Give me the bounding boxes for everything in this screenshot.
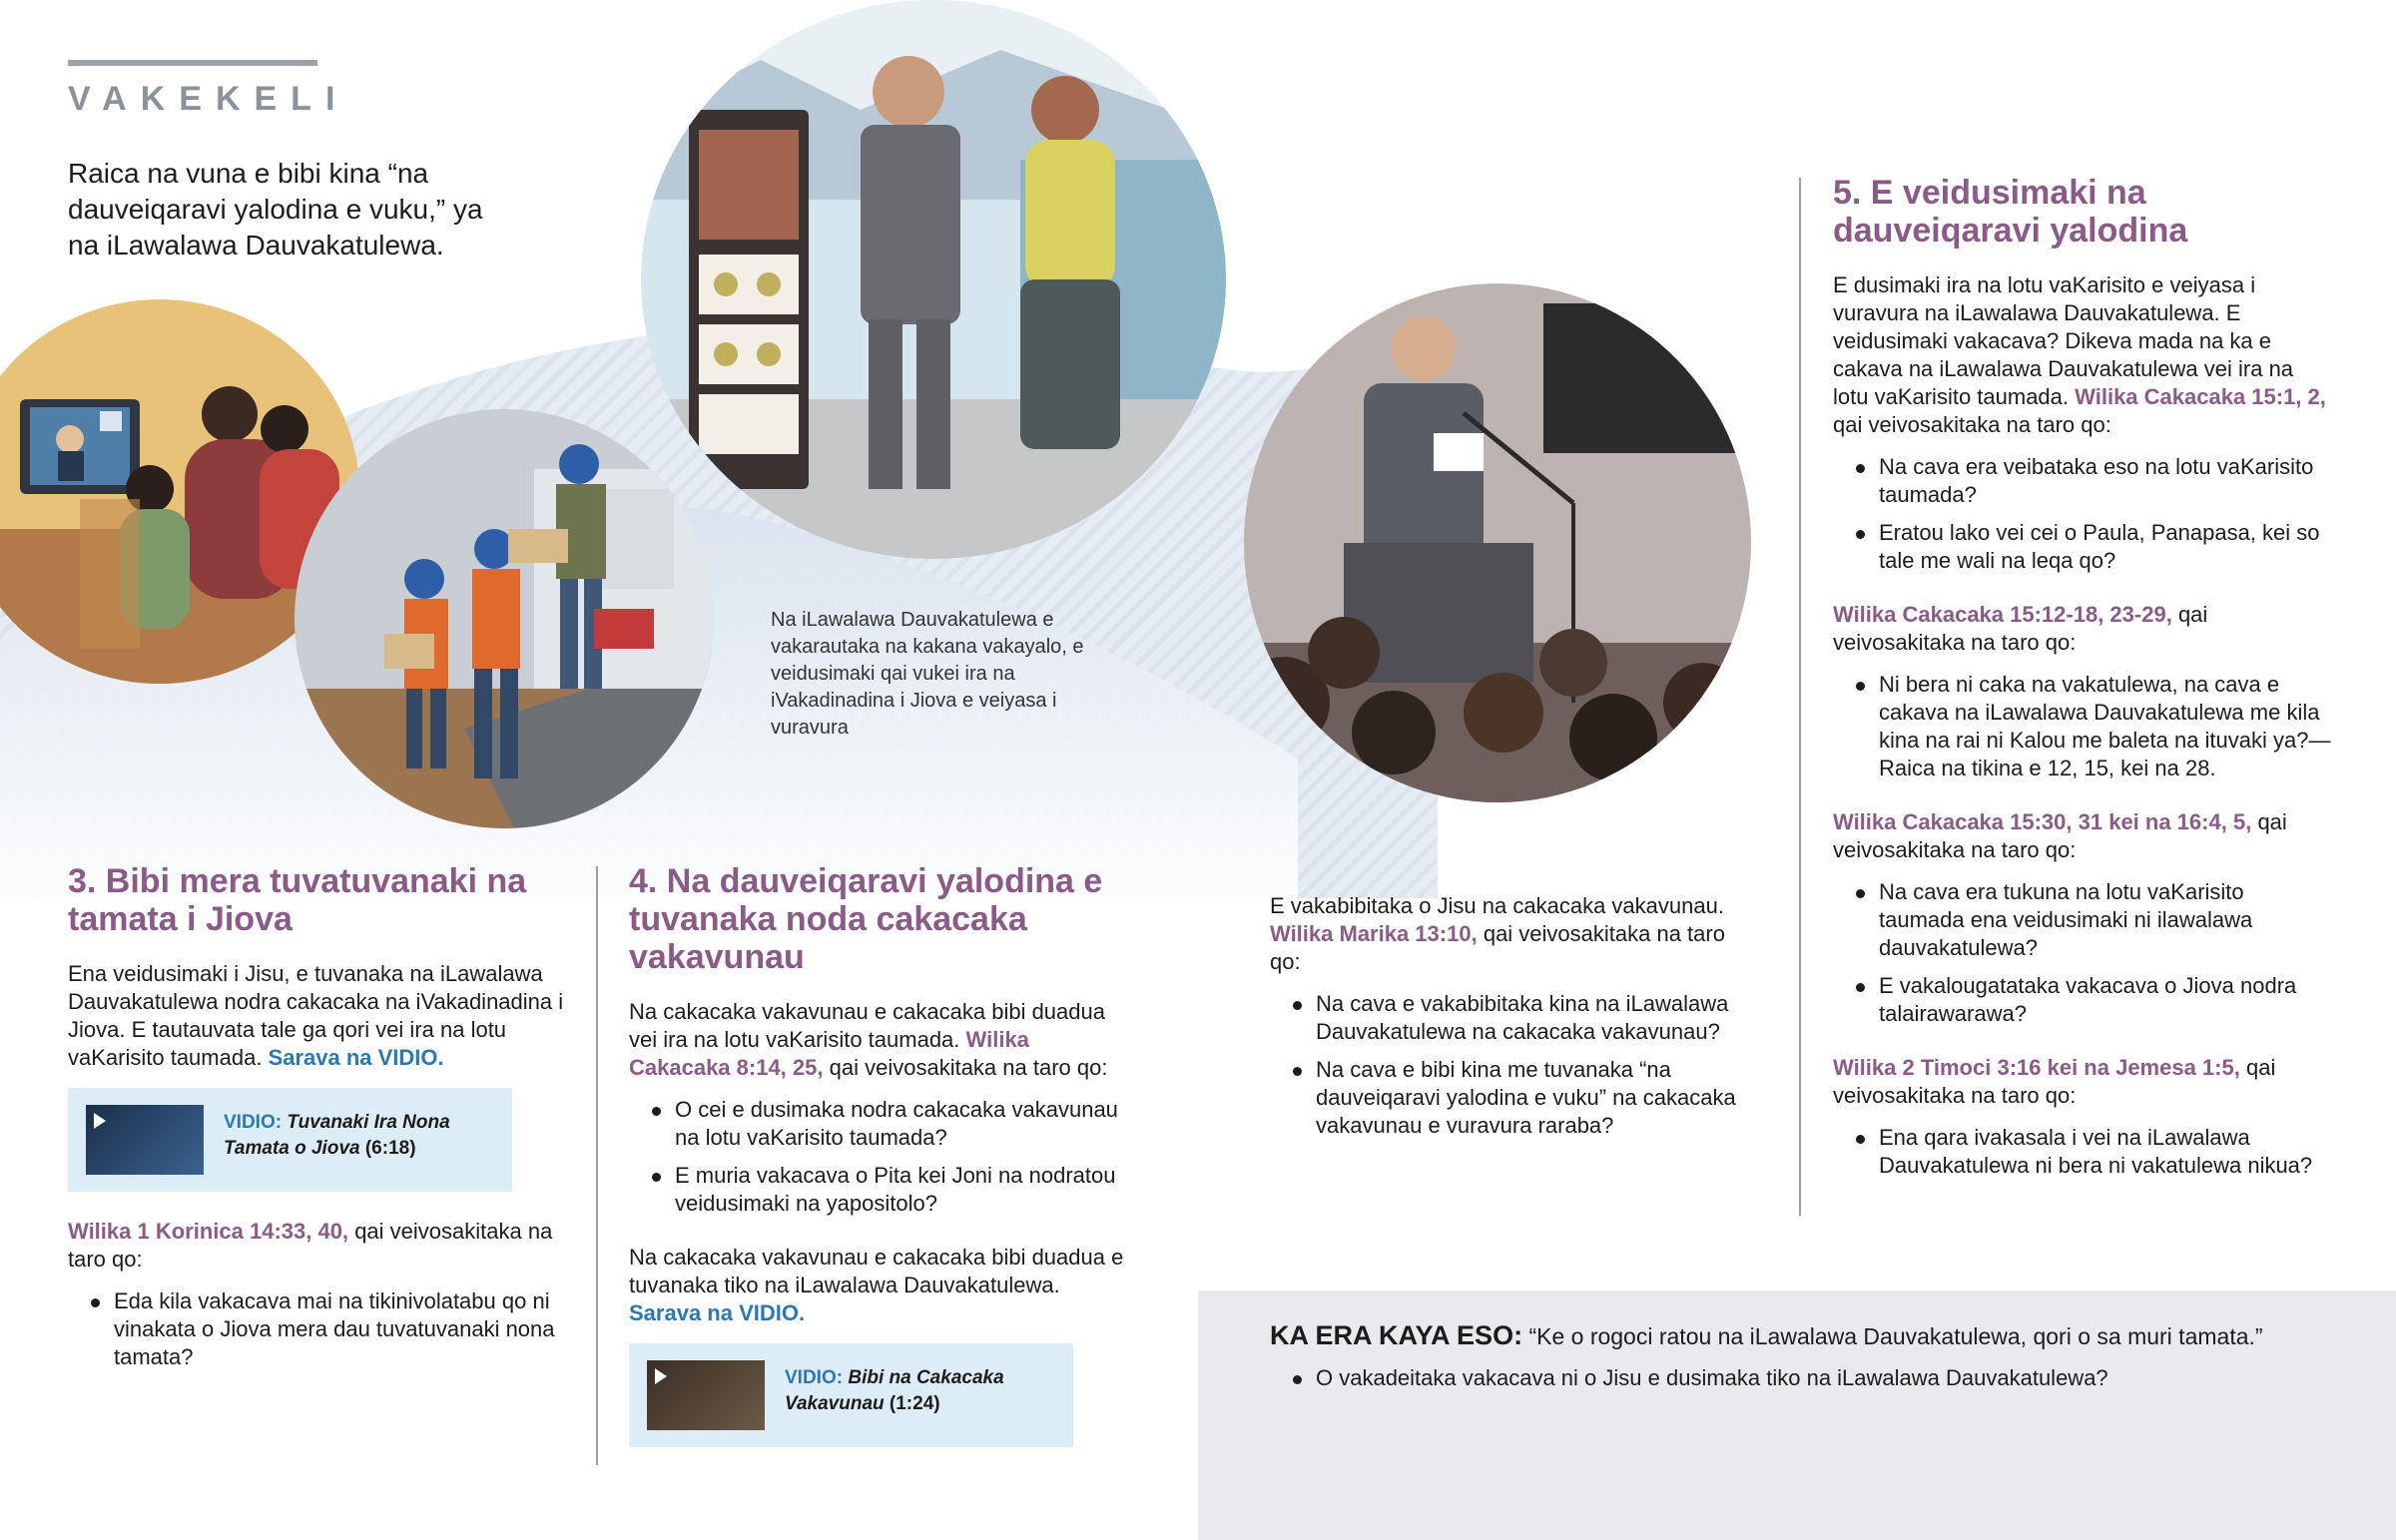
section-3-title: 3. Bibi mera tuvatuvanaki na tamata i Jiova <box>68 862 527 938</box>
section-5-reading-4: Wilika 2 Timoci 3:16 kei na Jemesa 1:5, qai veivosakitaka na taro qo: <box>1833 1055 2276 1108</box>
question-item: Na cava era veibataka eso na lotu vaKarisito taumada? <box>1879 453 2332 509</box>
photo-caption: Na iLawalawa Dauvakatulewa e vakarautaka na kakana vakayalo, e veidusimaki qai vukei ira na iVakadinadina i Jiova e veiyasa i vuravura <box>771 609 1084 739</box>
some-people-say-questions <box>1270 1364 2354 1402</box>
section-4-body2: Na cakacaka vakavunau e cakacaka bibi duadua e tuvanaka tiko na iLawalawa Dauvakatulewa. Sarava na VIDIO. <box>629 1245 1124 1325</box>
section-5-questions-1 <box>1833 453 2332 575</box>
kicker-bar <box>68 60 317 66</box>
question-item: O vakadeitaka vakacava ni o Jisu e dusimaka tiko na iLawalawa Dauvakatulewa? <box>1316 1364 2354 1392</box>
section-5-questions-4 <box>1833 1124 2332 1180</box>
some-people-say-quote: “Ke o rogoci ratou na iLawalawa Dauvakatulewa, qori o sa muri tamata.” <box>1528 1323 2263 1349</box>
section-kicker: VAKEKELI <box>68 80 349 118</box>
divider-col1 <box>596 866 598 1465</box>
section-4-questions-2 <box>1270 990 1759 1140</box>
section-4-video-link[interactable]: Sarava na VIDIO. <box>629 1300 806 1325</box>
video-info: VIDIO: Tuvanaki Ira Nona Tamata o Jiova (6:18) <box>224 1112 450 1159</box>
scripture-ref[interactable]: Wilika Marika 13:10, <box>1270 921 1478 946</box>
scripture-ref[interactable]: Wilika 1 Korinica 14:33, 40, <box>68 1219 349 1244</box>
some-people-say-label: KA ERA KAYA ESO: <box>1270 1320 1523 1350</box>
section-3 <box>68 862 567 1397</box>
question-item: Ni bera ni caka na vakatulewa, na cava e cakava na iLawalawa Dauvakatulewa me kila kina na rai ni Kalou me baleta na ituvaki ya?—Raica na tikina e 12, 15, kei na 28. <box>1879 672 2331 780</box>
question-item: Na cava era tukuna na lotu vaKarisito taumada ena veidusimaki ni ilawalawa dauvakatulewa? <box>1879 878 2332 962</box>
video-info: VIDIO: Bibi na Cakacaka Vakavunau (1:24) <box>785 1367 1004 1414</box>
video-thumbnail[interactable] <box>86 1105 204 1175</box>
section-3-body: Ena veidusimaki i Jisu, e tuvanaka na iLawalawa Dauvakatulewa nodra cakacaka na iVakadinadina i Jiova. E tautauvata tale ga qori vei ira na lotu vaKarisito taumada. Sarava na VIDIO. <box>68 961 564 1070</box>
section-5-questions-3 <box>1833 878 2332 1028</box>
section-4 <box>629 862 1128 1473</box>
section-4-video-card[interactable] <box>629 1343 1073 1447</box>
section-4-continued <box>1270 892 1759 1166</box>
question-item: O cei e dusimaka nodra cakacaka vakavunau na lotu vaKarisito taumada? <box>675 1096 1128 1152</box>
scripture-ref[interactable]: Wilika Cakacaka 8:14, 25, <box>629 1027 1029 1080</box>
scripture-ref[interactable]: Wilika 2 Timoci 3:16 kei na Jemesa 1:5, <box>1833 1055 2240 1080</box>
scripture-ref[interactable]: Wilika Cakacaka 15:30, 31 kei na 16:4, 5, <box>1833 809 2252 834</box>
play-icon <box>655 1368 667 1384</box>
section-4-title: 4. Na dauveiqaravi yalodina e tuvanaka noda cakacaka vakavunau <box>629 862 1103 976</box>
photo-relief-workers <box>295 409 714 828</box>
scripture-ref[interactable]: Wilika Cakacaka 15:12-18, 23-29, <box>1833 602 2172 627</box>
some-people-say-box <box>1198 1290 2396 1540</box>
question-item: Na cava e vakabibitaka kina na iLawalawa Dauvakatulewa na cakacaka vakavunau? <box>1316 990 1759 1046</box>
section-5-title: 5. E veidusimaki na dauveiqaravi yalodina <box>1833 174 2188 250</box>
some-people-say-line <box>1270 1320 2348 1351</box>
divider-col4 <box>1799 178 1801 1216</box>
question-item: E vakalougatataka vakacava o Jiova nodra talairawarawa? <box>1879 972 2332 1028</box>
question-item: Eda kila vakacava mai na tikinivolatabu qo ni vinakata o Jiova mera dau tuvatuvanaki nona tamata? <box>114 1287 567 1371</box>
section-4-body3: E vakabibitaka o Jisu na cakacaka vakavunau. Wilika Marika 13:10, qai veivosakitaka na taro qo: <box>1270 893 1725 974</box>
section-3-questions <box>68 1287 567 1371</box>
section-5-reading-2: Wilika Cakacaka 15:12-18, 23-29, qai veivosakitaka na taro qo: <box>1833 602 2208 655</box>
section-5-body: E dusimaki ira na lotu vaKarisito e veiyasa i vuravura na iLawalawa Dauvakatulewa. E veidusimaki vakacava? Dikeva mada na ka e cakava na iLawalawa Dauvakatulewa vei ira na lotu vaKarisito taumada. Wilika Cakacaka 15:1, 2, qai veivosakitaka na taro qo: <box>1833 272 2326 437</box>
section-5 <box>1833 174 2332 1206</box>
question-item: E muria vakacava o Pita kei Joni na nodratou veidusimaki na yapositolo? <box>675 1162 1128 1218</box>
section-5-questions-2 <box>1833 671 2332 782</box>
section-3-video-card[interactable] <box>68 1088 512 1192</box>
question-item: Ena qara ivakasala i vei na iLawalawa Dauvakatulewa ni bera ni vakatulewa nikua? <box>1879 1124 2332 1180</box>
play-icon <box>94 1113 106 1129</box>
section-3-video-link[interactable]: Sarava na VIDIO. <box>268 1045 444 1070</box>
video-thumbnail[interactable] <box>647 1360 765 1430</box>
section-5-reading-3: Wilika Cakacaka 15:30, 31 kei na 16:4, 5, qai veivosakitaka na taro qo: <box>1833 809 2287 862</box>
question-item: Eratou lako vei cei o Paula, Panapasa, kei so tale me wali na leqa qo? <box>1879 519 2332 575</box>
intro-text: Raica na vuna e bibi kina “na dauveiqaravi yalodina e vuku,” ya na iLawalawa Dauvakatulewa. <box>68 158 483 260</box>
question-item: Na cava e bibi kina me tuvanaka “na dauveiqaravi yalodina e vuku” na cakacaka vakavunau e vuravura raraba? <box>1316 1056 1759 1140</box>
section-4-questions <box>629 1096 1128 1218</box>
photo-literature-cart <box>641 0 1226 559</box>
scripture-ref[interactable]: Wilika Cakacaka 15:1, 2, <box>2075 384 2326 409</box>
section-3-reading: Wilika 1 Korinica 14:33, 40, qai veivosakitaka na taro qo: <box>68 1219 553 1272</box>
photo-speaker-podium <box>1244 283 1751 802</box>
section-4-body1: Na cakacaka vakavunau e cakacaka bibi duadua vei ira na lotu vaKarisito taumada. Wilika Cakacaka 8:14, 25, qai veivosakitaka na taro qo: <box>629 999 1108 1080</box>
